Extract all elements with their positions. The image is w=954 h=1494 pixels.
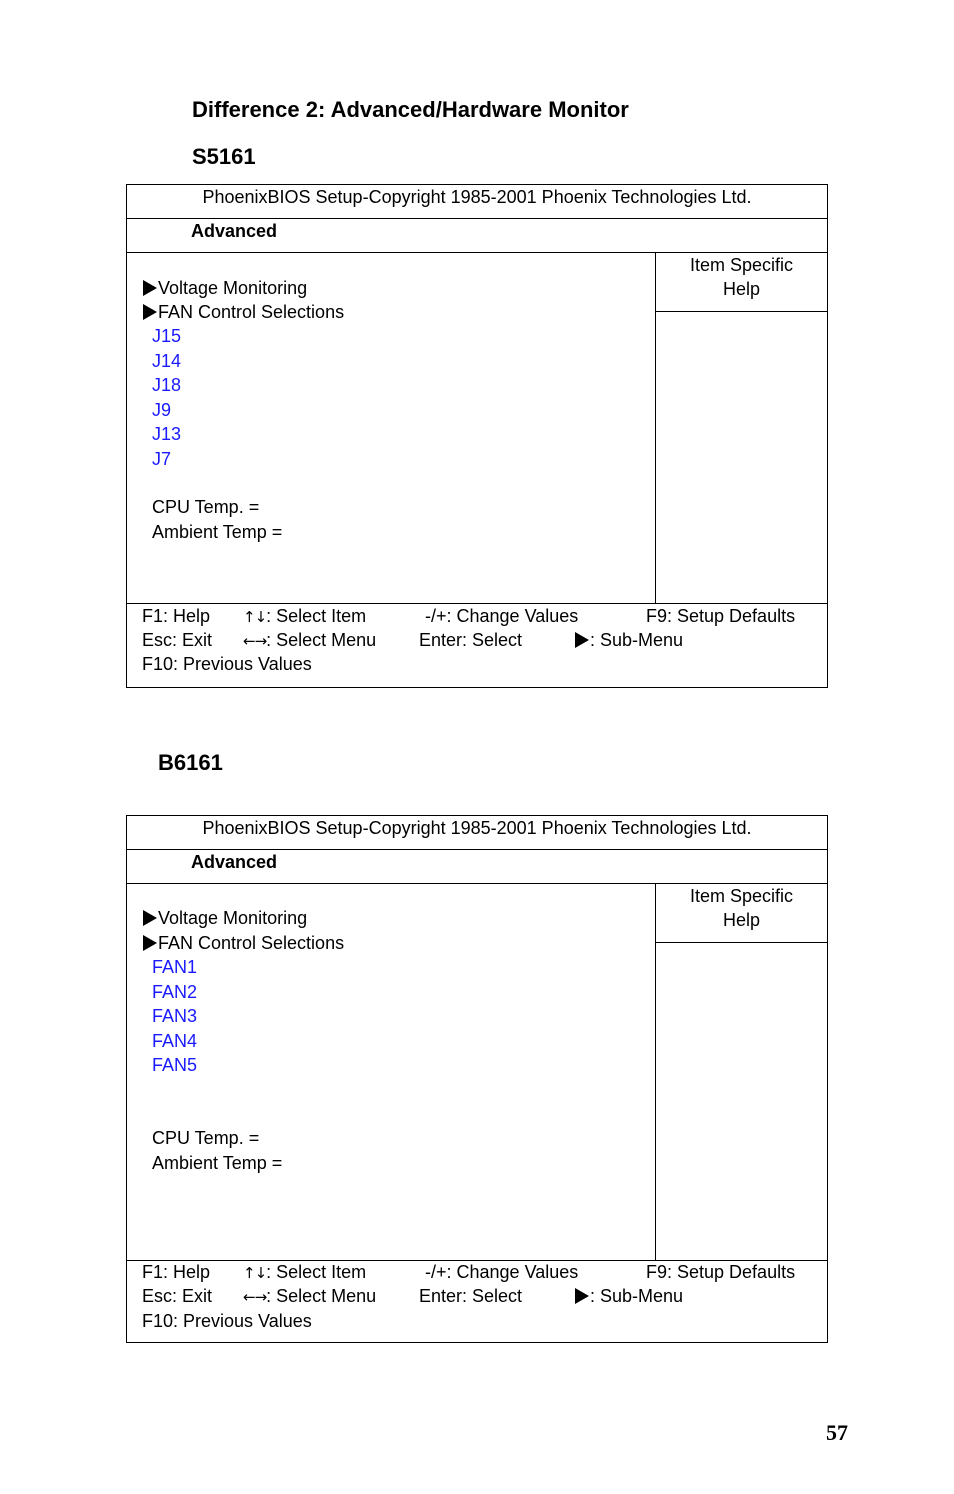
bios-screen-b6161 [126,815,828,1343]
fan-item[interactable]: J18 [152,375,182,395]
footer-esc-exit: Esc: Exit [142,1286,213,1306]
fan-item[interactable]: FAN3 [152,1006,198,1026]
tab-advanced[interactable]: Advanced [191,221,278,241]
fan-item[interactable]: J9 [152,400,172,420]
footer-sub-menu: : Sub-Menu [575,1285,683,1307]
bios-main-panel [127,884,656,1260]
footer-sub-menu: : Sub-Menu [575,629,683,651]
footer-f10-previous: F10: Previous Values [142,654,312,674]
fan-item[interactable]: FAN1 [152,957,198,977]
fan-item[interactable]: FAN4 [152,1031,198,1051]
footer-enter-select: Enter: Select [419,1286,523,1306]
tab-advanced[interactable]: Advanced [191,852,278,872]
footer-f10-previous: F10: Previous Values [142,1311,312,1331]
fan-item[interactable]: FAN2 [152,982,198,1002]
submenu-triangle-icon [143,304,157,320]
section-label-s5161: S5161 [192,144,256,169]
left-right-arrow-icon: ←→ [243,632,267,650]
cpu-temp-label: CPU Temp. = [152,497,260,517]
footer-change-values: -/+: Change Values [425,606,579,626]
menu-voltage-monitoring[interactable]: Voltage Monitoring [143,907,307,929]
bios-title: PhoenixBIOS Setup-Copyright 1985-2001 Phoenix Technologies Ltd. [202,818,752,838]
bios-title-bar [127,816,827,850]
left-right-arrow-icon: ←→ [243,1288,267,1306]
fan-item[interactable]: FAN5 [152,1055,198,1075]
page-number: 57 [826,1420,848,1445]
footer-f9-defaults: F9: Setup Defaults [646,606,796,626]
fan-item[interactable]: J7 [152,449,172,469]
bios-main-panel [127,253,656,603]
footer-change-values: -/+: Change Values [425,1262,579,1282]
footer-f1-help: F1: Help [142,1262,211,1282]
fan-item[interactable]: J15 [152,326,182,346]
bios-footer [127,603,827,688]
fan-item[interactable]: J14 [152,351,182,371]
page-heading: Difference 2: Advanced/Hardware Monitor [192,97,629,122]
submenu-triangle-icon [143,935,157,951]
bios-screen-s5161 [126,184,828,688]
help-panel [656,884,827,1260]
up-down-arrow-icon: ↑↓ [243,608,267,626]
ambient-temp-label: Ambient Temp = [152,1153,283,1173]
footer-f1-help: F1: Help [142,606,211,626]
menu-fan-control[interactable]: FAN Control Selections [143,932,344,954]
submenu-triangle-icon [143,910,157,926]
submenu-triangle-icon [575,632,589,648]
bios-title: PhoenixBIOS Setup-Copyright 1985-2001 Phoenix Technologies Ltd. [202,187,752,207]
bios-footer [127,1260,827,1343]
menu-voltage-monitoring[interactable]: Voltage Monitoring [143,277,307,299]
help-header: Item Specific Help [656,884,827,943]
help-panel [656,253,827,603]
bios-tab-bar [127,219,827,253]
ambient-temp-label: Ambient Temp = [152,522,283,542]
footer-select-menu: ←→: Select Menu [243,1286,377,1306]
submenu-triangle-icon [575,1288,589,1304]
bios-title-bar [127,185,827,219]
cpu-temp-label: CPU Temp. = [152,1128,260,1148]
footer-select-menu: ←→: Select Menu [243,630,377,650]
footer-esc-exit: Esc: Exit [142,630,213,650]
footer-enter-select: Enter: Select [419,630,523,650]
footer-select-item: ↑↓: Select Item [243,606,367,626]
menu-fan-control[interactable]: FAN Control Selections [143,301,344,323]
footer-f9-defaults: F9: Setup Defaults [646,1262,796,1282]
submenu-triangle-icon [143,280,157,296]
footer-select-item: ↑↓: Select Item [243,1262,367,1282]
fan-item[interactable]: J13 [152,424,182,444]
section-label-b6161: B6161 [158,750,223,775]
bios-tab-bar [127,850,827,884]
help-header: Item Specific Help [656,253,827,312]
up-down-arrow-icon: ↑↓ [243,1264,267,1282]
